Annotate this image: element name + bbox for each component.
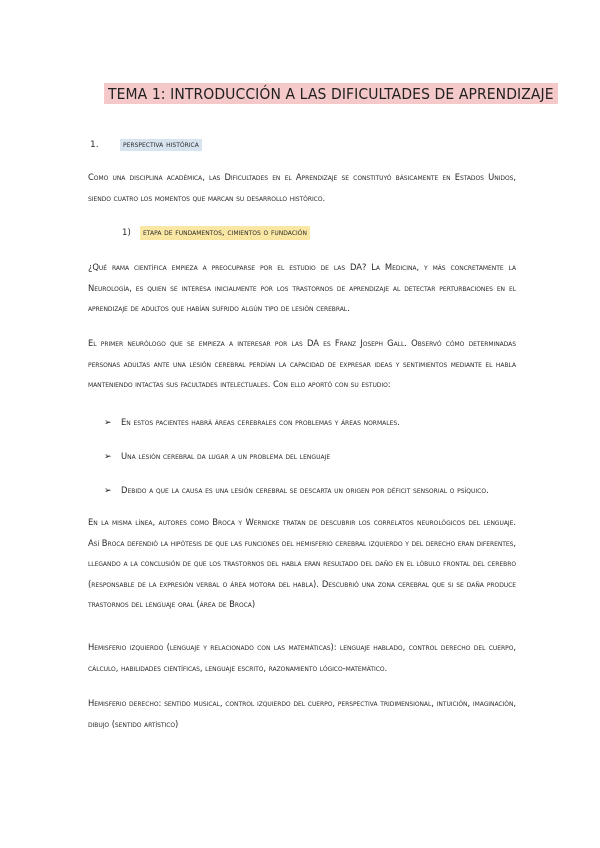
paragraph-left-hemisphere: Hemisferio izquierdo (lenguaje y relacionado con las matemáticas): lenguaje hablado, control derecho del cuerpo, cálculo, habilidades científicas, lenguaje escrito, razonamiento lógico-matemático. [88, 642, 516, 673]
bullet-text: Debido a que la causa es una lesión cerebral se descarta un origen por déficit sensorial o psíquico. [121, 485, 489, 495]
bullet-item [104, 485, 524, 496]
subsection-number: 1) [122, 228, 131, 238]
paragraph-gall: El primer neurólogo que se empieza a interesar por las DA es Franz Joseph Gall. Observó cómo determinadas personas adultas ante una lesión cerebral perdían la capacidad de expresar ideas y sentimientos mediante el habla manteniendo intactas sus facultades intelectuales. Con ello aportó con su estudio: [88, 338, 516, 389]
bullet-text: Una lesión cerebral da lugar a un problema del lenguaje [121, 451, 331, 461]
paragraph-right-hemisphere: Hemisferio derecho: sentido musical, control izquierdo del cuerpo, perspectiva tridimensional, intuición, imaginación, dibujo (sentido artístico) [88, 698, 516, 729]
bullet-item [104, 417, 524, 428]
bullet-text: En estos pacientes habrá áreas cerebrales con problemas y áreas normales. [121, 417, 400, 427]
arrow-bullet-icon: ➢ [104, 452, 112, 462]
paragraph-medicine: ¿Qué rama científica empieza a preocuparse por el estudio de las DA? La Medicina, y más concretamente la Neurología, es quien se interesa inicialmente por los trastornos de aprendizaje al detectar perturbaciones en el aprendizaje de adultos que habían sufrido algún tipo de lesión cerebral. [88, 262, 516, 313]
arrow-bullet-icon: ➢ [104, 486, 112, 496]
document-title: TEMA 1: INTRODUCCIÓN A LAS DIFICULTADES DE APRENDIZAJE [104, 83, 558, 104]
subsection-label: etapa de fundamentos, cimientos o fundación [140, 226, 310, 240]
subsection-heading [122, 228, 310, 238]
section-number: 1. [90, 140, 99, 150]
section-heading [90, 140, 202, 150]
paragraph-broca: En la misma línea, autores como Broca y Wernicke tratan de descubrir los correlatos neurológicos del lenguaje. Así Broca defendió la hipótesis de que las funciones del hemisferio cerebral izquierdo y del derecho eran diferentes, llegando a la conclusión de que los trastornos del habla eran resultado del daño en el lóbulo frontal del cerebro (responsable de la expresión verbal o área motora del habla). Descubrió una zona cerebral que si se daña produce trastornos del lenguaje oral (área de Broca) [88, 517, 516, 609]
bullet-item [104, 451, 524, 462]
intro-paragraph: Como una disciplina académica, las Dificultades en el Aprendizaje se constituyó básicamente en Estados Unidos, siendo cuatro los momentos que marcan su desarrollo histórico. [88, 172, 516, 203]
section-label: perspectiva histórica [120, 139, 202, 151]
arrow-bullet-icon: ➢ [104, 418, 112, 428]
